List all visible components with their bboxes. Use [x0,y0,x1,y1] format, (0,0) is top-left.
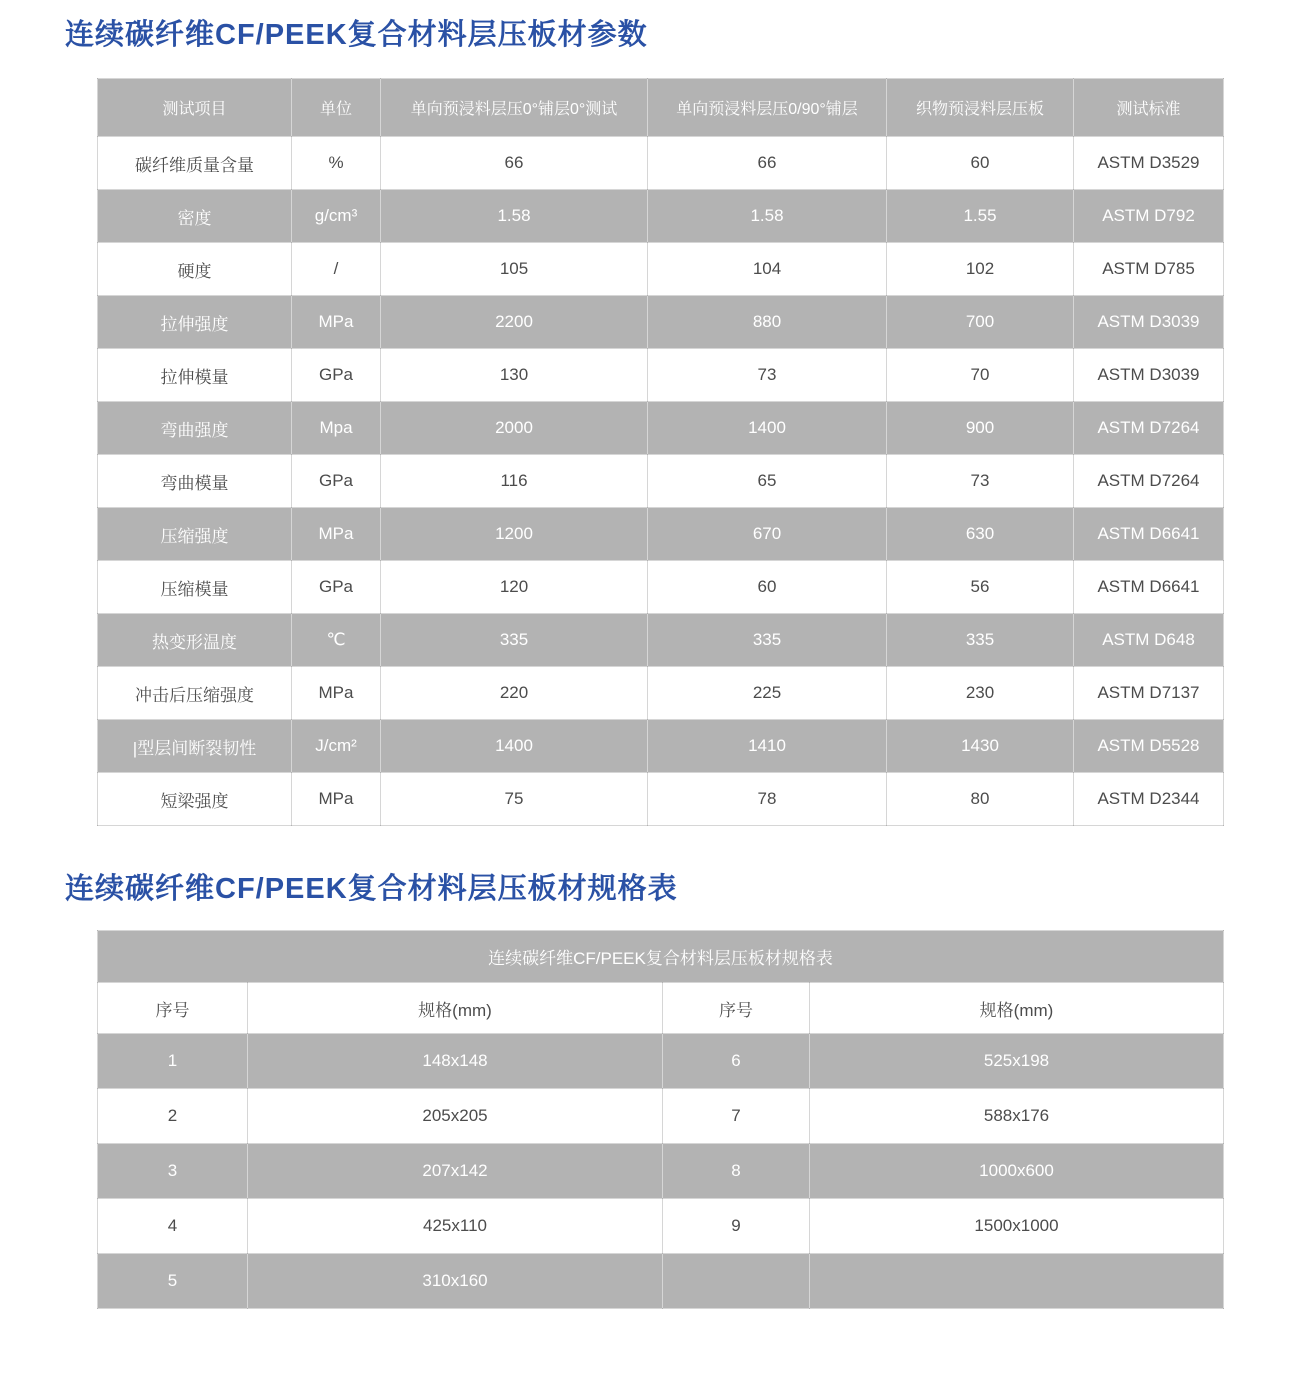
table-row [98,720,1224,773]
standard-cell: ASTM D6641 [1074,508,1224,561]
table-row [98,296,1224,349]
serial-cell: 7 [663,1089,810,1144]
params-header-row [98,79,1224,137]
value-cell: 65 [648,455,887,508]
header-unit: 单位 [292,79,381,137]
value-cell: 880 [648,296,887,349]
param-name-cell: 热变形温度 [98,614,292,667]
section1-title: 连续碳纤维CF/PEEK复合材料层压板材参数 [65,19,648,51]
table-row [98,137,1224,190]
value-cell: 230 [887,667,1074,720]
header-serial-right: 序号 [663,983,810,1034]
unit-cell: Mpa [292,402,381,455]
spec-cell: 1500x1000 [810,1199,1224,1254]
header-spec-left: 规格(mm) [248,983,663,1034]
value-cell: 70 [887,349,1074,402]
specs-caption-band [98,931,1224,983]
standard-cell: ASTM D7137 [1074,667,1224,720]
standard-cell: ASTM D7264 [1074,455,1224,508]
value-cell: 60 [887,137,1074,190]
table-row [98,349,1224,402]
specs-header-row [98,983,1224,1034]
value-cell: 130 [381,349,648,402]
table-row [98,1144,1224,1199]
param-name-cell: 弯曲模量 [98,455,292,508]
param-name-cell: 短梁强度 [98,773,292,826]
value-cell: 60 [648,561,887,614]
serial-cell: 2 [98,1089,248,1144]
value-cell: 66 [381,137,648,190]
spec-cell: 425x110 [248,1199,663,1254]
table-row [98,561,1224,614]
unit-cell: GPa [292,455,381,508]
value-cell: 1400 [648,402,887,455]
value-cell: 2000 [381,402,648,455]
table-row [98,1089,1224,1144]
unit-cell: MPa [292,667,381,720]
header-uni-0-90deg: 单向预浸料层压0/90°铺层 [648,79,887,137]
unit-cell: % [292,137,381,190]
value-cell: 56 [887,561,1074,614]
spacer [0,826,1300,854]
specs-caption: 连续碳纤维CF/PEEK复合材料层压板材规格表 [98,931,1224,983]
standard-cell: ASTM D2344 [1074,773,1224,826]
value-cell: 630 [887,508,1074,561]
table-row [98,1199,1224,1254]
header-uni-0deg: 单向预浸料层压0°铺层0°测试 [381,79,648,137]
spec-cell: 205x205 [248,1089,663,1144]
value-cell: 1410 [648,720,887,773]
standard-cell: ASTM D785 [1074,243,1224,296]
table-row [98,402,1224,455]
standard-cell: ASTM D3039 [1074,296,1224,349]
table-row [98,1254,1224,1309]
value-cell: 1400 [381,720,648,773]
spec-cell: 525x198 [810,1034,1224,1089]
value-cell: 75 [381,773,648,826]
value-cell: 1430 [887,720,1074,773]
spec-cell [810,1254,1224,1309]
param-name-cell: 压缩强度 [98,508,292,561]
table-row [98,508,1224,561]
unit-cell: / [292,243,381,296]
value-cell: 80 [887,773,1074,826]
value-cell: 73 [648,349,887,402]
param-name-cell: |型层间断裂韧性 [98,720,292,773]
section2-title: 连续碳纤维CF/PEEK复合材料层压板材规格表 [65,873,678,905]
param-name-cell: 弯曲强度 [98,402,292,455]
unit-cell: ℃ [292,614,381,667]
header-standard: 测试标准 [1074,79,1224,137]
unit-cell: GPa [292,561,381,614]
value-cell: 670 [648,508,887,561]
param-name-cell: 密度 [98,190,292,243]
param-name-cell: 拉伸模量 [98,349,292,402]
table-row [98,190,1224,243]
standard-cell: ASTM D6641 [1074,561,1224,614]
value-cell: 335 [381,614,648,667]
value-cell: 700 [887,296,1074,349]
value-cell: 116 [381,455,648,508]
value-cell: 2200 [381,296,648,349]
standard-cell: ASTM D792 [1074,190,1224,243]
unit-cell: MPa [292,508,381,561]
value-cell: 1.58 [381,190,648,243]
serial-cell: 8 [663,1144,810,1199]
unit-cell: MPa [292,773,381,826]
unit-cell: MPa [292,296,381,349]
spec-cell: 207x142 [248,1144,663,1199]
spec-cell: 1000x600 [810,1144,1224,1199]
value-cell: 900 [887,402,1074,455]
value-cell: 335 [887,614,1074,667]
standard-cell: ASTM D3529 [1074,137,1224,190]
serial-cell: 6 [663,1034,810,1089]
param-name-cell: 拉伸强度 [98,296,292,349]
table-row [98,455,1224,508]
value-cell: 225 [648,667,887,720]
table-row [98,667,1224,720]
value-cell: 78 [648,773,887,826]
table-row [98,243,1224,296]
value-cell: 104 [648,243,887,296]
spec-cell: 148x148 [248,1034,663,1089]
standard-cell: ASTM D5528 [1074,720,1224,773]
standard-cell: ASTM D3039 [1074,349,1224,402]
spec-cell: 310x160 [248,1254,663,1309]
value-cell: 73 [887,455,1074,508]
header-serial-left: 序号 [98,983,248,1034]
value-cell: 120 [381,561,648,614]
unit-cell: g/cm³ [292,190,381,243]
value-cell: 335 [648,614,887,667]
param-name-cell: 硬度 [98,243,292,296]
serial-cell: 3 [98,1144,248,1199]
value-cell: 66 [648,137,887,190]
value-cell: 1200 [381,508,648,561]
param-name-cell: 碳纤维质量含量 [98,137,292,190]
value-cell: 1.58 [648,190,887,243]
value-cell: 105 [381,243,648,296]
value-cell: 102 [887,243,1074,296]
serial-cell [663,1254,810,1309]
value-cell: 1.55 [887,190,1074,243]
serial-cell: 1 [98,1034,248,1089]
header-fabric: 织物预浸料层压板 [887,79,1074,137]
header-spec-right: 规格(mm) [810,983,1224,1034]
param-name-cell: 压缩模量 [98,561,292,614]
header-test-item: 测试项目 [98,79,292,137]
serial-cell: 5 [98,1254,248,1309]
table-row [98,614,1224,667]
serial-cell: 9 [663,1199,810,1254]
table-row [98,1034,1224,1089]
standard-cell: ASTM D648 [1074,614,1224,667]
unit-cell: J/cm² [292,720,381,773]
specs-table [97,930,1224,1309]
params-table [97,78,1224,826]
table-row [98,773,1224,826]
param-name-cell: 冲击后压缩强度 [98,667,292,720]
unit-cell: GPa [292,349,381,402]
value-cell: 220 [381,667,648,720]
standard-cell: ASTM D7264 [1074,402,1224,455]
serial-cell: 4 [98,1199,248,1254]
spec-cell: 588x176 [810,1089,1224,1144]
